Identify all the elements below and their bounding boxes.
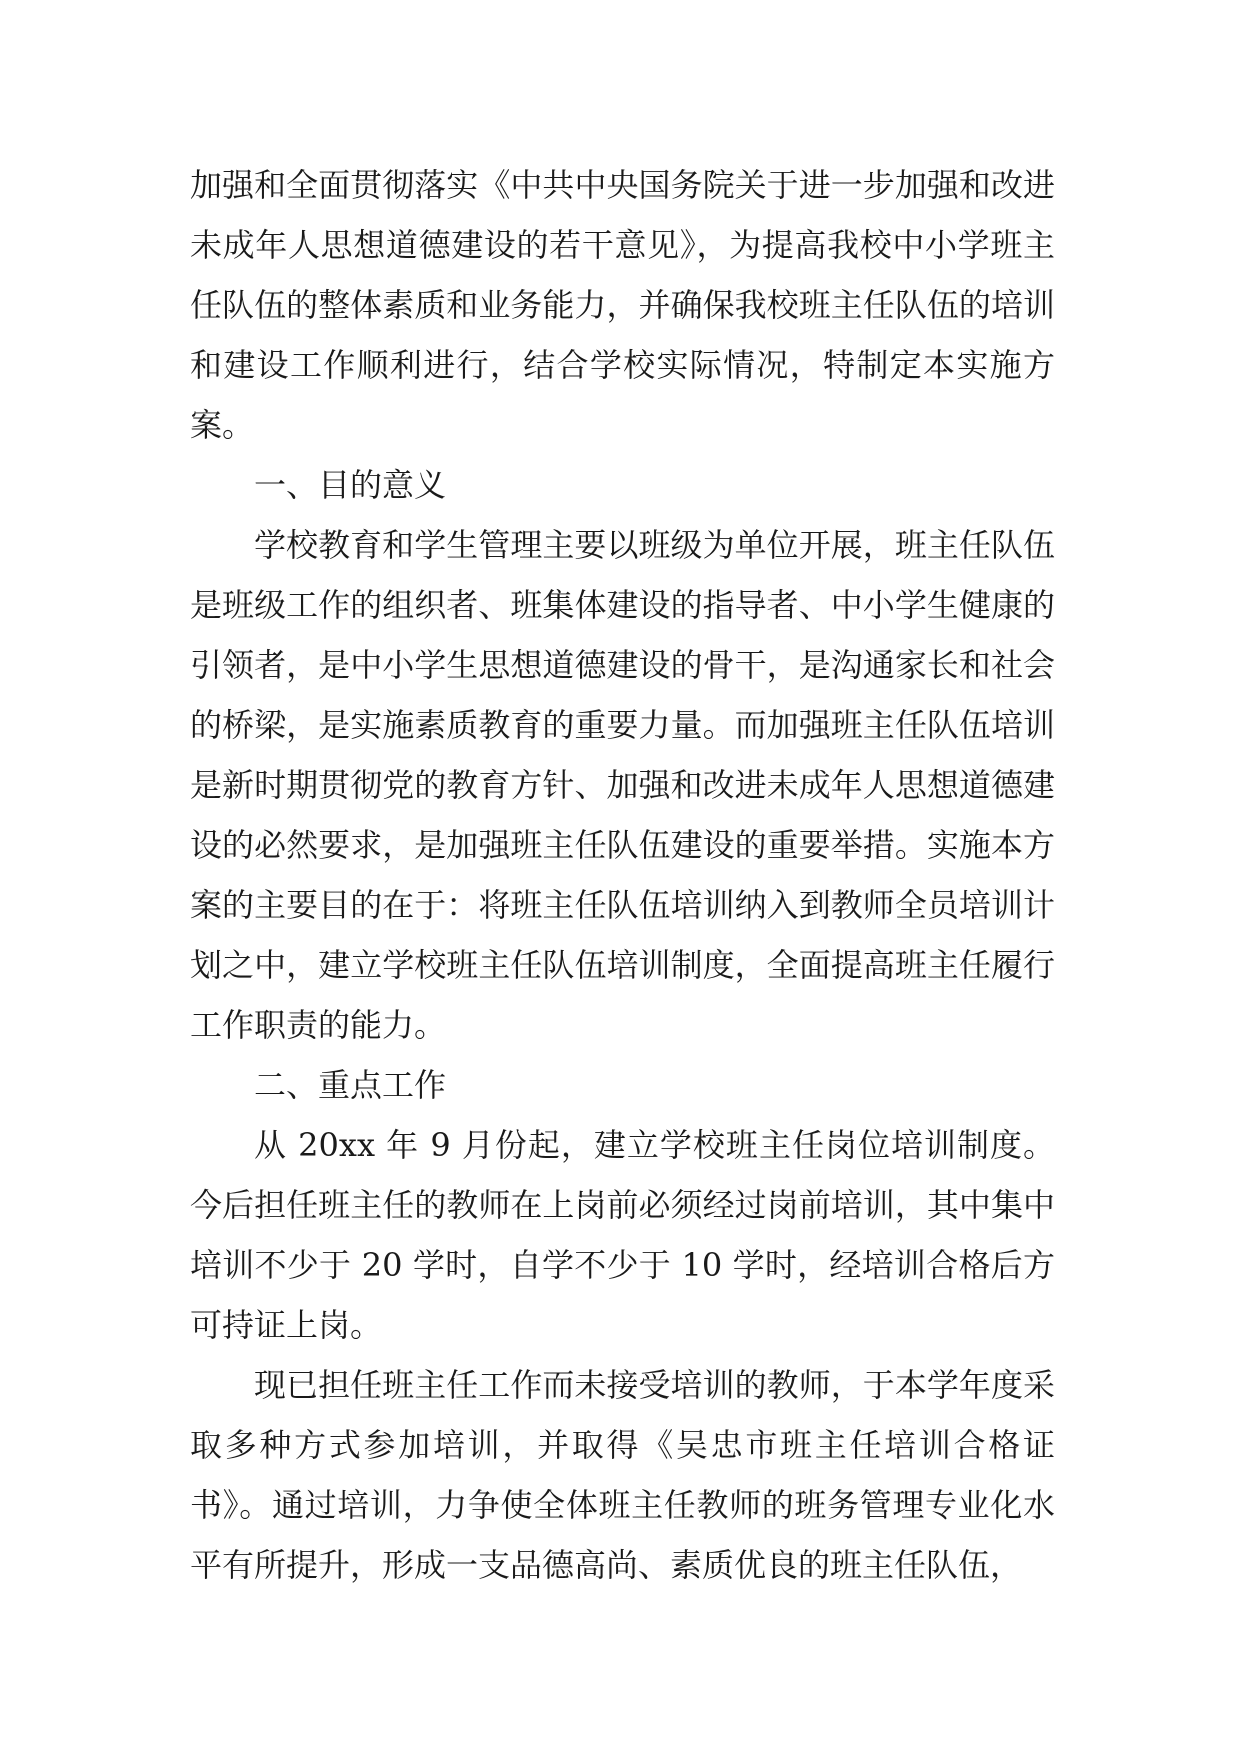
key-work-paragraph-1: 从 20xx 年 9 月份起，建立学校班主任岗位培训制度。今后担任班主任的教师在上岗前必须经过岗前培训，其中集中培训不少于 20 学时，自学不少于 10 学时，经培训合格后方可持证上岗。: [190, 1126, 1055, 1344]
document-body: [190, 155, 1055, 1595]
section-heading-key-work: 二、重点工作: [254, 1066, 447, 1104]
section-heading-purpose: 一、目的意义: [254, 466, 447, 504]
purpose-paragraph: 学校教育和学生管理主要以班级为单位开展，班主任队伍是班级工作的组织者、班集体建设的指导者、中小学生健康的引领者，是中小学生思想道德建设的骨干，是沟通家长和社会的桥梁，是实施素质教育的重要力量。而加强班主任队伍培训是新时期贯彻党的教育方针、加强和改进未成年人思想道德建设的必然要求，是加强班主任队伍建设的重要举措。实施本方案的主要目的在于：将班主任队伍培训纳入到教师全员培训计划之中，建立学校班主任队伍培训制度，全面提高班主任履行工作职责的能力。: [190, 526, 1055, 1044]
intro-paragraph: 加强和全面贯彻落实《中共中央国务院关于进一步加强和改进未成年人思想道德建设的若干意见》，为提高我校中小学班主任队伍的整体素质和业务能力，并确保我校班主任队伍的培训和建设工作顺利进行，结合学校实际情况，特制定本实施方案。: [190, 166, 1055, 444]
key-work-paragraph-2: 现已担任班主任工作而未接受培训的教师，于本学年度采取多种方式参加培训，并取得《吴忠市班主任培训合格证书》。通过培训，力争使全体班主任教师的班务管理专业化水平有所提升，形成一支品德高尚、素质优良的班主任队伍，: [190, 1366, 1055, 1584]
